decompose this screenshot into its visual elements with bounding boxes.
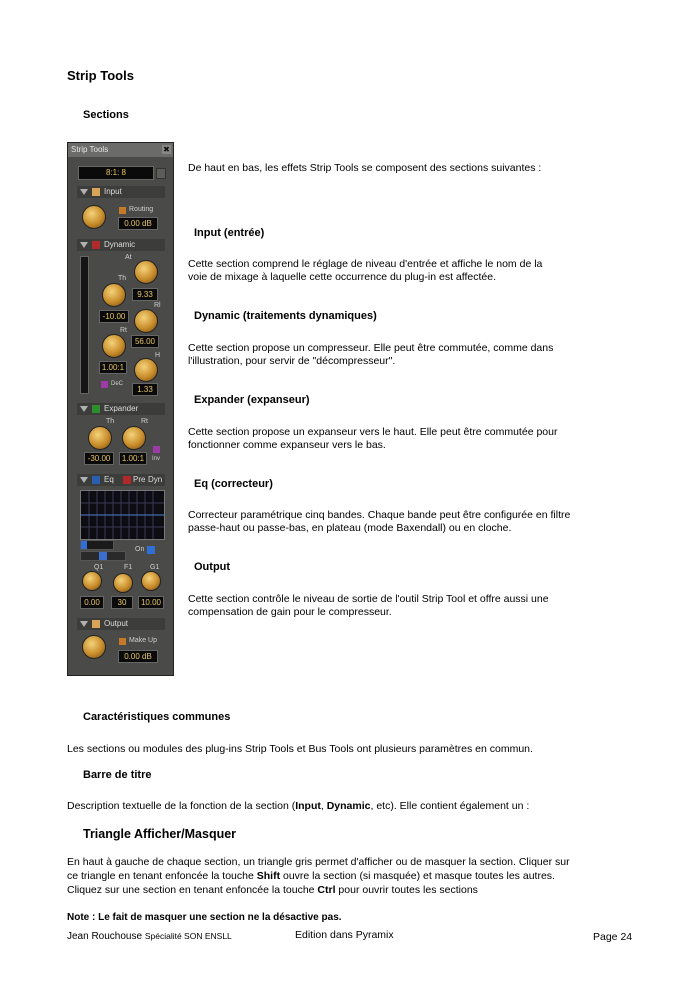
- q1-label: Q1: [94, 564, 104, 571]
- g1-display: 10.00: [138, 596, 164, 609]
- triangle-line2: [67, 870, 555, 883]
- makeup-label: Make Up: [129, 637, 158, 644]
- shift-key-text: Shift: [256, 870, 281, 882]
- output-level-display: 0.00 dB: [118, 650, 158, 663]
- attack-display: 9.33: [132, 288, 158, 301]
- expander-threshold-display: -30.00: [84, 452, 114, 465]
- triangle-icon[interactable]: [80, 242, 88, 248]
- eq-section-header[interactable]: [77, 474, 165, 486]
- invert-label: Inv: [152, 456, 161, 462]
- eq-block-line2: passe-haut ou passe-bas, en plateau (mode Baxendall) ou en cloche.: [188, 522, 512, 534]
- triangle-line3-b: pour ouvrir toutes les sections: [335, 884, 478, 896]
- ctrl-key-text: Ctrl: [317, 884, 336, 896]
- ratio-label: Rt: [120, 327, 127, 334]
- triangle-line3: [67, 884, 478, 897]
- intro-text: De haut en bas, les effets Strip Tools se composent des sections suivantes :: [188, 162, 542, 174]
- plugin-titlebar: [68, 143, 173, 157]
- g1-label: G1: [150, 564, 160, 571]
- dynamic-section-header[interactable]: [77, 239, 165, 251]
- expander-ratio-label: Rt: [141, 418, 148, 425]
- common-heading: Caractéristiques communes: [83, 711, 231, 723]
- triangle-icon[interactable]: [80, 477, 88, 483]
- output-color-swatch: [92, 620, 100, 628]
- dynamic-section-label: Dynamic: [104, 240, 136, 249]
- threshold-display: -10.00: [99, 310, 129, 323]
- triangle-heading: Triangle Afficher/Masquer: [83, 827, 237, 841]
- triangle-line1: En haut à gauche de chaque section, un triangle gris permet d'afficher ou de masquer la section. Cliquer sur: [67, 856, 570, 868]
- input-color-swatch: [92, 188, 100, 196]
- triangle-line2-b: ouvre la section (si masquée) et masque toutes les autres.: [280, 870, 555, 882]
- output-block-line2: compensation de gain pour le compresseur.: [188, 606, 392, 618]
- makeup-button[interactable]: [119, 638, 126, 645]
- release-display: 56.00: [131, 335, 159, 348]
- triangle-icon[interactable]: [80, 406, 88, 412]
- eq-filter-type-buttons[interactable]: [80, 551, 126, 561]
- f1-display: 30: [111, 596, 133, 609]
- common-text: Les sections ou modules des plug-ins Strip Tools et Bus Tools ont plusieurs paramètres en commun.: [67, 743, 533, 755]
- titlebar-text-a: Description textuelle de la fonction de la section (: [67, 800, 296, 812]
- dynamic-block-line1: Cette section propose un compresseur. Elle peut être commutée, comme dans: [188, 342, 554, 354]
- footer-school: Spécialité SON ENSLL: [144, 931, 232, 941]
- eq-on-button[interactable]: [147, 546, 155, 554]
- level-meter: [80, 256, 89, 394]
- strip-tools-plugin-panel: [67, 142, 174, 676]
- input-block-line2: voie de mixage à laquelle cette occurrence du plug-in est affectée.: [188, 271, 496, 283]
- eq-band-selected: [81, 541, 87, 549]
- output-section-header[interactable]: [77, 618, 165, 630]
- threshold-knob[interactable]: [102, 283, 126, 307]
- eq-section-label: Eq: [104, 475, 114, 484]
- ratio-display: 1.00:1: [99, 361, 127, 374]
- titlebar-text-b: ,: [320, 800, 327, 812]
- page-heading: Strip Tools: [67, 68, 134, 83]
- attack-knob[interactable]: [134, 260, 158, 284]
- eq-on-label: On: [135, 546, 145, 553]
- dynamic-color-swatch: [92, 241, 100, 249]
- expander-threshold-knob[interactable]: [88, 426, 112, 450]
- input-section-header[interactable]: [77, 186, 165, 198]
- expander-block-title: Expander (expanseur): [194, 394, 310, 406]
- note-text: Note : Le fait de masquer une section ne la désactive pas.: [67, 912, 342, 923]
- dynamic-block-title: Dynamic (traitements dynamiques): [194, 310, 377, 322]
- triangle-icon[interactable]: [80, 189, 88, 195]
- top-display-button[interactable]: [156, 168, 166, 179]
- routing-button[interactable]: [119, 207, 126, 214]
- plugin-title: Strip Tools: [71, 145, 109, 154]
- expander-ratio-knob[interactable]: [122, 426, 146, 450]
- footer-author: [67, 931, 232, 942]
- release-label: Rl: [154, 302, 161, 309]
- input-block-title: Input (entrée): [194, 227, 265, 239]
- f1-label: F1: [124, 564, 133, 571]
- top-display: 8:1: 8: [78, 166, 154, 180]
- input-level-display: 0.00 dB: [118, 217, 158, 230]
- dyn-label: Dyn: [148, 475, 163, 484]
- eq-block-line1: Correcteur paramétrique cinq bandes. Chaque bande peut être configurée en filtre: [188, 509, 571, 521]
- triangle-icon[interactable]: [80, 621, 88, 627]
- titlebar-heading: Barre de titre: [83, 769, 152, 781]
- routing-label: Routing: [129, 206, 154, 213]
- expander-section-header[interactable]: [77, 403, 165, 415]
- output-block-line1: Cette section contrôle le niveau de sortie de l'outil Strip Tool et offre aussi une: [188, 593, 549, 605]
- expander-color-swatch: [92, 405, 100, 413]
- input-level-knob[interactable]: [82, 205, 106, 229]
- triangle-line3-a: Cliquez sur une section en tenant enfoncée la touche: [67, 884, 318, 896]
- expander-section-label: Expander: [104, 404, 139, 413]
- expander-block-line1: Cette section propose un expanseur vers le haut. Elle peut être commutée pour: [188, 426, 558, 438]
- hold-label: H: [155, 352, 161, 359]
- invert-button[interactable]: [153, 446, 160, 453]
- output-block-title: Output: [194, 561, 231, 573]
- pre-label: Pre: [133, 475, 146, 484]
- titlebar-bold-dynamic: Dynamic: [326, 800, 371, 812]
- output-level-knob[interactable]: [82, 635, 106, 659]
- input-block-line1: Cette section comprend le réglage de niveau d'entrée et affiche le nom de la: [188, 258, 543, 270]
- input-section-label: Input: [104, 187, 122, 196]
- eq-band-selector[interactable]: [80, 540, 114, 550]
- titlebar-bold-input: Input: [295, 800, 321, 812]
- eq-filter-type-selected: [99, 552, 107, 560]
- titlebar-text: [67, 800, 529, 813]
- ratio-knob[interactable]: [102, 334, 126, 358]
- attack-label: At: [125, 254, 132, 261]
- hold-knob[interactable]: [134, 358, 158, 382]
- expander-ratio-display: 1.00:1: [119, 452, 147, 465]
- expander-block-line2: fonctionner comme expanseur vers le bas.: [188, 439, 386, 451]
- g1-knob[interactable]: [141, 571, 161, 591]
- close-icon[interactable]: ✖: [163, 145, 170, 154]
- decompressor-label: DeC: [111, 381, 124, 387]
- eq-color-swatch: [92, 476, 100, 484]
- threshold-label: Th: [118, 275, 127, 282]
- footer-author-name: Jean Rouchouse: [67, 931, 143, 942]
- decompressor-button[interactable]: [101, 381, 108, 388]
- dynamic-block-line2: l'illustration, pour servir de "décompresseur".: [188, 355, 396, 367]
- q1-display: 0.00: [80, 596, 104, 609]
- hold-display: 1.33: [132, 383, 158, 396]
- titlebar-text-c: , etc). Elle contient également un :: [370, 800, 530, 812]
- eq-curve-graphic: [81, 491, 164, 539]
- release-knob[interactable]: [134, 309, 158, 333]
- eq-block-title: Eq (correcteur): [194, 478, 273, 490]
- f1-knob[interactable]: [113, 573, 133, 593]
- eq-graph[interactable]: [80, 490, 165, 540]
- q1-knob[interactable]: [82, 571, 102, 591]
- footer-center: Edition dans Pyramix: [295, 929, 394, 941]
- triangle-line2-a: ce triangle en tenant enfoncée la touche: [67, 870, 257, 882]
- output-section-label: Output: [104, 619, 129, 628]
- expander-threshold-label: Th: [106, 418, 115, 425]
- footer-page: Page 24: [593, 931, 633, 943]
- sections-heading: Sections: [83, 109, 129, 121]
- pre-dyn-button[interactable]: [123, 476, 131, 484]
